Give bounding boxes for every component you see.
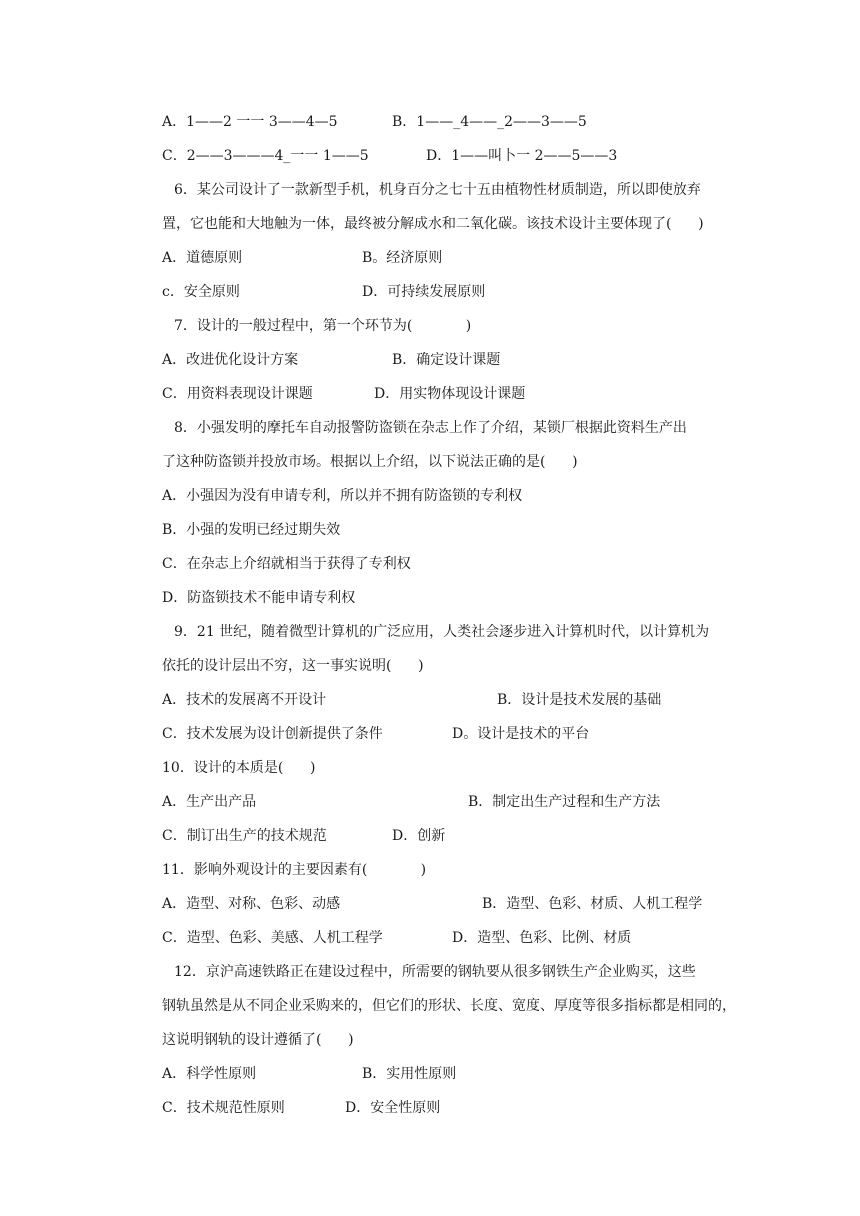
text-line: c．安全原则 [162,284,240,300]
text-line-option: D．造型、色彩、比例、材质 [452,930,632,946]
text-line: A．技术的发展离不开设计 [162,692,327,708]
text-line: 10．设计的本质是( ) [162,760,316,776]
text-line-option: D．1——叫卜一 2——5——3 [426,148,618,164]
text-line-option: B．确定设计课题 [392,352,501,368]
text-line: C．2——3———4_一一 1——5 [162,148,369,164]
text-line: D．防盗锁技术不能申请专利权 [162,590,356,606]
text-line: A．造型、对称、色彩、动感 [162,896,341,912]
text-line: 12．京沪高速铁路正在建设过程中，所需要的钢轨要从很多钢铁生产企业购买，这些 [174,964,696,980]
text-line: A．1——2 一一 3——4—5 [162,114,338,130]
text-line: 11．影响外观设计的主要因素有( ) [162,862,427,878]
text-line: C．造型、色彩、美感、人机工程学 [162,930,383,946]
text-line: B．小强的发明已经过期失效 [162,522,341,538]
text-line: 置，它也能和大地触为一体，最终被分解成水和二氧化碳。该技术设计主要体现了( ) [162,216,704,232]
text-line: 9．21 世纪，随着微型计算机的广泛应用，人类社会逐步进入计算机时代，以计算机为 [174,624,710,640]
text-line: A．生产出产品 [162,794,257,810]
text-line: 8．小强发明的摩托车自动报警防盗锁在杂志上作了介绍，某锁厂根据此资料生产出 [174,420,687,436]
text-line-option: B．设计是技术发展的基础 [497,692,662,708]
text-line-option: D。设计是技术的平台 [452,726,590,742]
text-line: C．用资料表现设计课题 [162,386,313,402]
text-line: 依托的设计层出不穷，这一事实说明( ) [162,658,424,674]
text-line: 6．某公司设计了一款新型手机，机身百分之七十五由植物性材质制造，所以即使放弃 [174,182,701,198]
text-line: A．科学性原则 [162,1066,257,1082]
text-line-option: D．可持续发展原则 [362,284,486,300]
text-line-option: D．用实物体现设计课题 [374,386,526,402]
text-line: C．技术规范性原则 [162,1100,285,1116]
text-line-option: B。经济原则 [362,250,443,266]
text-line: A．小强因为没有申请专利，所以并不拥有防盗锁的专利权 [162,488,523,504]
text-line-option: B．制定出生产过程和生产方法 [468,794,661,810]
text-line-option: B．造型、色彩、材质、人机工程学 [482,896,703,912]
text-line-option: D．安全性原则 [345,1100,441,1116]
text-line: 钢轨虽然是从不同企业采购来的，但它们的形状、长度、宽度、厚度等很多指标都是相同的， [162,998,736,1014]
text-line: C．制订出生产的技术规范 [162,828,327,844]
text-line-option: D．创新 [392,828,446,844]
text-line: C．技术发展为设计创新提供了条件 [162,726,383,742]
text-line: A．改进优化设计方案 [162,352,299,368]
text-line-option: B．1——_4——_2——3——5 [392,114,587,130]
text-line: C．在杂志上介绍就相当于获得了专利权 [162,556,411,572]
text-line-option: B．实用性原则 [362,1066,457,1082]
text-line: 这说明钢轨的设计遵循了( ) [162,1032,354,1048]
text-line: 了这种防盗锁并投放市场。根据以上介绍，以下说法正确的是( ) [162,454,578,470]
text-line: 7．设计的一般过程中，第一个环节为( ) [174,318,472,334]
text-line: A．道德原则 [162,250,243,266]
